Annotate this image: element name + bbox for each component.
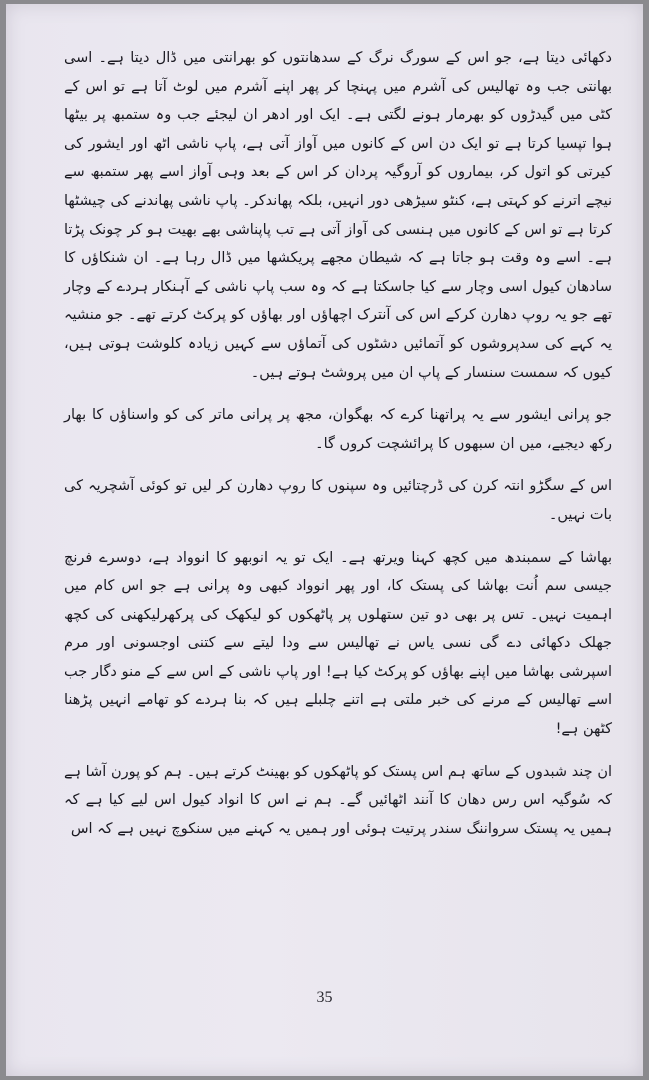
paragraph: دکھائی دیتا ہے، جو اس کے سورگ نرگ کے سدھانتوں کو بھرانتی میں ڈال دیتا ہے۔ اسی بھانتی جب وہ تھالیس کی آشرم میں پہنچا کر پھر اپنے آشرم میں لوٹ آتا ہے تو اس کے کٹی میں گیدڑوں کو بھرمار ہونے لگتی ہے۔ ایک اور ادھر ان لیجئے جب وہ ستمبھ پر بیٹھا ہوا تپسیا کرتا ہے تو ایک دن اس کے کانوں میں آواز آتی ہے، پاپ ناشی اٹھ اور ایشور کی کیرتی کو اتول کر، بیماروں کو آروگیہ پردان کر اس کے بعد وہی آواز اسے پھر ستمبھ سے نیچے اترنے کو کہتی ہے، کنٹو سیڑھی دور انہیں، بلکہ پھاندکر۔ پاپ ناشی پھاندنے کی چیشٹھا کرتا ہے تو اس کے کانوں میں ہنسی کی آواز آتی ہے تب پاپناشی بھے بھیت ہو کر چونک پڑتا ہے۔ اسے وہ وقت ہو جاتا ہے کہ شیطان مجھے پریکشھا میں ڈال رہا ہے۔ ان شنکاؤں کا سادھان کیول اسی وچار سے کیا جاسکتا ہے کہ وہ سب پاپ ناشی کے آہنکار ہردے کے وچار تھے جو یہ روپ دھارن کرکے اس کی آنترک اچھاؤں اور بھاؤں کو پرکٹ کرتے تھے۔ جو منشیہ یہ کہے کی سدپروشوں کو آتمائیں دشٹوں کی آتماؤں سے کہیں زیادہ کلوشت ہوتی ہیں، کیوں کہ سمست سنسار کے پاپ ان میں پروشٹ ہوتے ہیں۔ (64, 50, 612, 381)
body-text (64, 44, 612, 843)
paragraph: بھاشا کے سمبندھ میں کچھ کہنا ویرتھ ہے۔ ایک تو یہ انوبھو کا انوواد ہے، دوسرے فرنچ جیسی سم اُنت بھاشا کی پستک کا، اور پھر انوواد کبھی وہ پرانی ہے جو اس کام میں اہمیت نہیں۔ تس پر بھی دو تین ستھلوں پر پاٹھکوں کو لیکھک کی پرکھرلیکھنی کی کچھ جھلک دکھائی دے گی نسی یاس نے تھالیس سے ودا لیتے سے کتنی اوجسونی اور مرم اسپرشی بھاشا میں اپنے بھاؤں کو پرکٹ کیا ہے! اور پاپ ناشی کے اس سے کے منو دگار جب اسے تھالیس کے مرنے کی خبر ملتی ہے اتنے چلبلے ہیں کہ بنا ہردے کو تھامے انہیں پڑھنا کٹھن ہے! (64, 549, 612, 738)
paragraph: اس کے سگڑو انتہ کرن کی ڈرچتائیں وہ سپنوں کا روپ دھارن کر لیں تو کوئی آشچریہ کی بات نہیں۔ (64, 478, 612, 523)
paragraph: ان چند شبدوں کے ساتھ ہم اس پستک کو پاٹھکوں کو بھینٹ کرتے ہیں۔ ہم کو پورن آشا ہے کہ سُوگیہ اس رس دھان کا آنند اٹھائیں گے۔ ہم نے اس کا انواد کیول اس لیے کیا ہے کہ ہمیں یہ پستک سرواننگ سندر پرتیت ہوئی اور ہمیں یہ کہنے میں سنکوچ نہیں ہے کہ اس (64, 763, 612, 837)
paragraph: جو پرانی ایشور سے یہ پراتھنا کرے کہ بھگوان، مجھ پر پرانی ماتر کی کو واسناؤں کا بھار رکھ دیجیے، میں ان سبھوں کا پرائشچت کروں گا۔ (64, 407, 612, 452)
book-page (6, 4, 643, 1076)
page-number: 35 (316, 989, 333, 1006)
